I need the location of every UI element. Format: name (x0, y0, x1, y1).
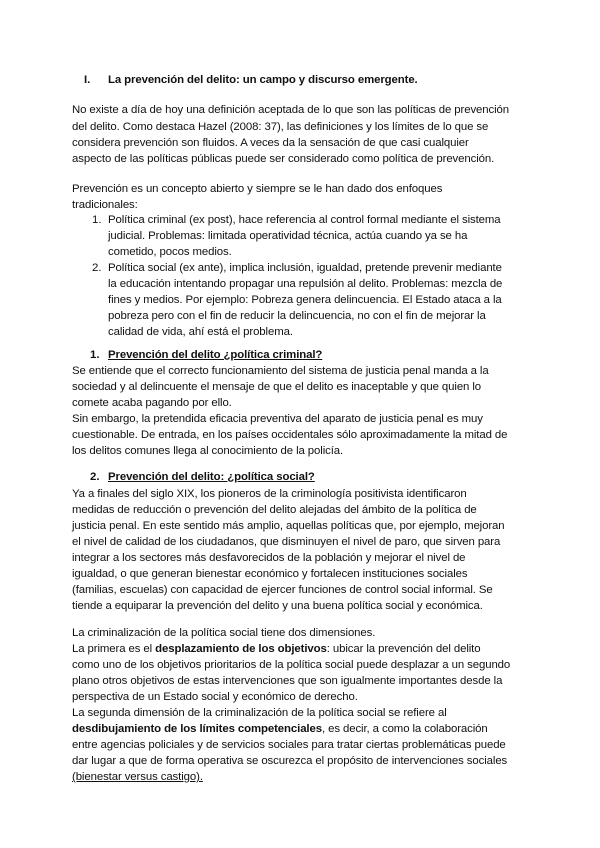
bold-term: desdibujamiento de los límites competenciales (72, 723, 322, 735)
paragraph-line: dar lugar a que de forma operativa se oscurezca el propósito de intervenciones sociales (72, 755, 508, 767)
list-number: 1. (92, 214, 102, 226)
list-item-line: fines y medios. Por ejemplo: Pobreza genera delincuencia. El Estado ataca a la (108, 294, 502, 306)
paragraph-line: aspecto de las políticas públicas puede ser considerado como política de prevención. (72, 153, 495, 165)
paragraph-line: sociedad y al delincuente el mensaje de que el delito es inaceptable y que quien lo (72, 381, 482, 393)
bold-term: desplazamiento de los objetivos (155, 643, 327, 655)
paragraph-line: integrar a los sectores más desfavorecidos de la población y mejorar el nivel de (72, 552, 466, 564)
paragraph-line-mixed (72, 721, 488, 737)
paragraph-line: entre agencias policiales y de servicios sociales para tratar ciertas problemáticas puede (72, 739, 506, 751)
paragraph-line: los delitos comunes llega al conocimiento de la policía. (72, 445, 344, 457)
paragraph-line: perspectiva de un Estado social y económico de derecho. (72, 691, 358, 703)
paragraph-line: como uno de los objetivos prioritarios de la política social puede desplazar a un segundo (72, 659, 511, 671)
text-run: , es decir, a como la colaboración (321, 723, 488, 735)
paragraph-line: plano otros objetivos de estas intervenciones que son igualmente importantes desde la (72, 675, 503, 687)
paragraph-line: tradicionales: (72, 199, 138, 211)
list-item-line: judicial. Problemas: limitada operatividad técnica, actúa cuando ya se ha (108, 230, 468, 242)
paragraph-line: La criminalización de la política social tiene dos dimensiones. (72, 627, 376, 639)
paragraph-line: La segunda dimensión de la criminalización de la política social se refiere al (72, 707, 447, 719)
paragraph-line: justicia penal. En este sentido más amplio, aquellas políticas que, por ejemplo, mejoran (72, 520, 505, 532)
list-number: 2. (92, 262, 102, 274)
list-item-line: la educación intentando propagar una repulsión al delito. Problemas: mezcla de (108, 278, 503, 290)
text-run: : ubicar la prevención del delito (326, 643, 481, 655)
paragraph-line: considera prevención son fluidos. A veces da la sensación de que casi cualquier (72, 137, 469, 149)
list-item-line: pobreza pero con el fin de reducir la delincuencia, no con el fin de mejorar la (108, 310, 486, 322)
paragraph-line: Se entiende que el correcto funcionamiento del sistema de justicia penal manda a la (72, 365, 489, 377)
paragraph-line: Sin embargo, la pretendida eficacia preventiva del aparato de justicia penal es muy (72, 413, 483, 425)
paragraph-line: comete acaba pagando por ello. (72, 397, 232, 409)
paragraph-line-mixed (72, 641, 480, 657)
paragraph-line: (bienestar versus castigo). (72, 771, 203, 783)
paragraph-line: igualdad, o que generan bienestar económico y fortalecen instituciones sociales (72, 568, 468, 580)
paragraph-line: tiende a equiparar la prevención del delito y una buena política social y económica. (72, 600, 483, 612)
heading-title: La prevención del delito: un campo y discurso emergente. (108, 74, 418, 86)
section-title: Prevención del delito ¿política criminal? (108, 349, 323, 361)
paragraph-line: (familias, escuelas) con capacidad de ejercer funciones de control social informal. Se (72, 584, 493, 596)
paragraph-line: Prevención es un concepto abierto y siempre se le han dado dos enfoques (72, 183, 443, 195)
list-item-line: Política criminal (ex post), hace referencia al control formal mediante el sistema (108, 214, 501, 226)
list-item-line: cometido, pocos medios. (108, 246, 232, 258)
paragraph-line: cuestionable. De entrada, en los países occidentales sólo aproximadamente la mitad de (72, 429, 508, 441)
section-number: 2. (90, 471, 100, 483)
paragraph-line: el nivel de calidad de los ciudadanos, que disminuyen el nivel de paro, que sirven para (72, 536, 501, 548)
text-run: La primera es el (72, 643, 156, 655)
paragraph-line: Ya a finales del siglo XIX, los pioneros de la criminología positivista identificaron (72, 488, 467, 500)
list-item-line: calidad de vida, ahí está el problema. (108, 326, 293, 338)
section-title: Prevención del delito: ¿política social? (108, 471, 315, 483)
list-item-line: Política social (ex ante), implica inclusión, igualdad, pretende prevenir mediante (108, 262, 502, 274)
paragraph-line: medidas de reducción o prevención del delito alejadas del ámbito de la política de (72, 504, 477, 516)
heading-numeral: I. (84, 74, 91, 86)
paragraph-line: No existe a día de hoy una definición aceptada de lo que son las políticas de prevención (72, 104, 510, 116)
paragraph-line: del delito. Como destaca Hazel (2008: 37), las definiciones y los límites de lo que se (72, 121, 489, 133)
section-number: 1. (90, 349, 100, 361)
